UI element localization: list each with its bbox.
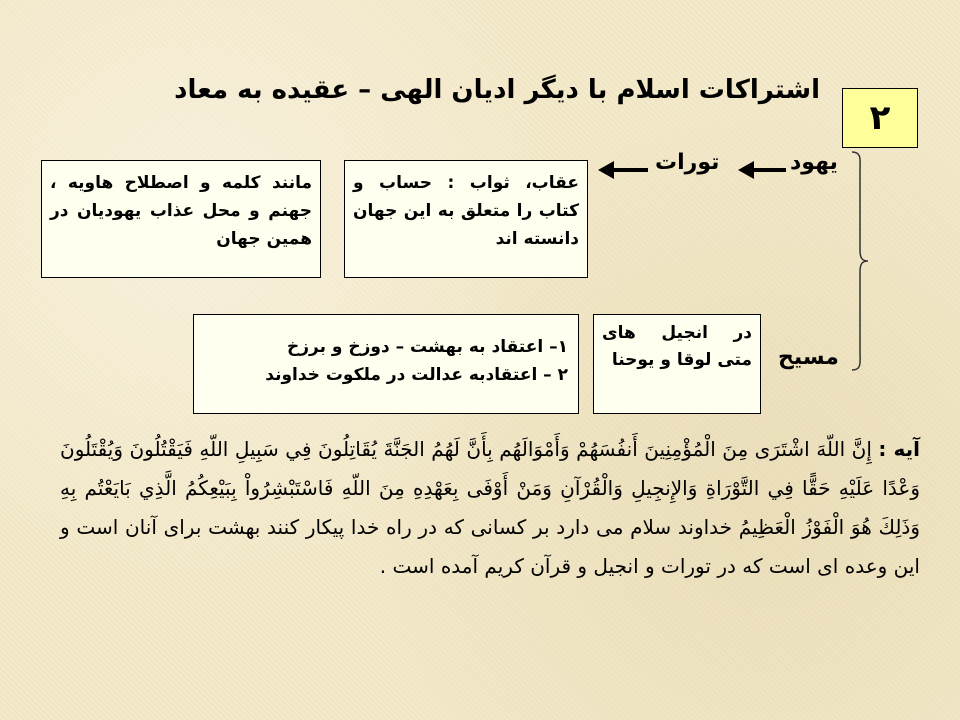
verse-block [60,430,920,586]
verse-label: آیه : [878,437,920,461]
curly-brace [848,150,870,372]
yahudi-info-box: مانند کلمه و اصطلاح هاویه ، جهنم و محل عذاب یهودیان در همین جهان [41,160,321,278]
verse-translation: خداوند سلام می دارد بر کسانی که در راه خدا پیکار کنند بهشت برای آنان است و این وعده ای است که در تورات و انجیل و قرآن کریم آمده است . [60,515,920,578]
belief-item-1: ۱– اعتقاد به بهشت – دوزخ و برزخ [286,337,568,357]
torat-info-box: عقاب، ثواب : حساب و کتاب را متعلق به این جهان دانسته اند [344,160,588,278]
number-box: ۲ [842,88,918,148]
belief-item-2: ۲ – اعتقادبه عدالت در ملکوت خداوند [265,365,568,385]
arrow-left-icon [738,155,788,185]
yahud-label: یهود [790,150,838,175]
page-title: اشتراکات اسلام با دیگر ادیان الهی – عقیده به معاد [174,75,820,105]
masih-label: مسیح [778,345,839,370]
torat-label: تورات [655,150,720,175]
verse-text: إِنَّ اللّهَ اشْتَرَى مِنَ الْمُؤْمِنِينَ أَنفُسَهُمْ وَأَمْوَالَهُم بِأَنَّ لَهُمُ الجَنَّةَ يُقَاتِلُونَ فِي سَبِيلِ اللّهِ فَيَقْتُلُونَ وَيُقْتَلُونَ وَعْدًا عَلَيْهِ حَقًّا فِي التَّوْرَاةِ وَالإِنجِيلِ وَالْقُرْآنِ وَمَنْ أَوْفَى بِعَهْدِهِ مِنَ اللّهِ فَاسْتَبْشِرُواْ بِبَيْعِكُمُ الَّذِي بَايَعْتُم بِهِ وَذَلِكَ هُوَ الْفَوْزُ الْعَظِيمُ [60,437,920,539]
arrow-left-icon [598,155,650,185]
injil-info-box: در انجیل های متی لوقا و یوحنا [593,314,761,414]
beliefs-box [193,314,579,414]
